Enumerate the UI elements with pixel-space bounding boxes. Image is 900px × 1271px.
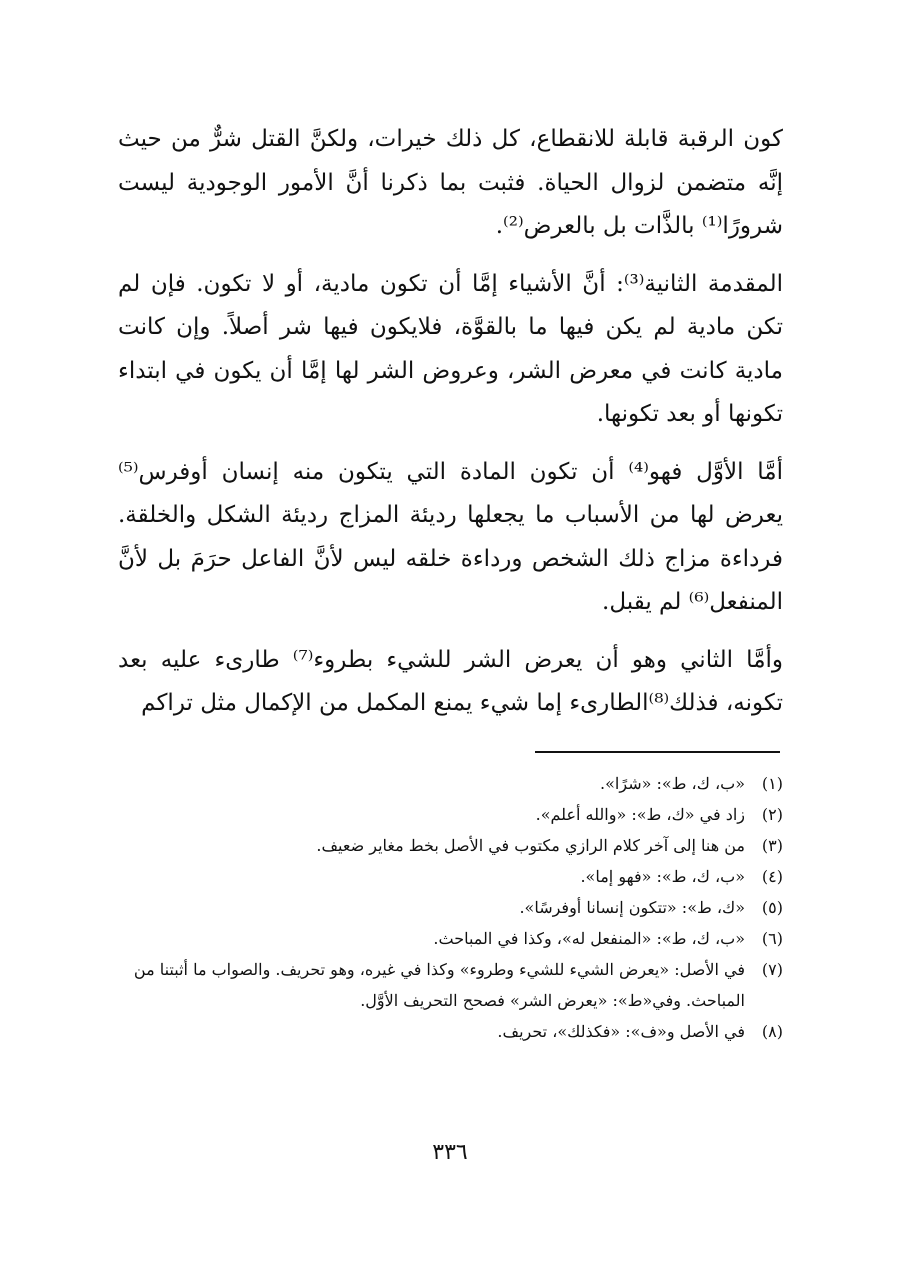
footnote-text: في الأصل: «يعرض الشيء للشيء وطروء» وكذا في غيره، وهو تحريف. والصواب ما أثبتنا من المباحث. وفي«ط»: «يعرض الشر» فصحح التحريف الأوَّل.: [133, 960, 745, 1010]
footnote-text: «ك، ط»: «تتكون إنسانا أوفرسًا».: [519, 898, 745, 917]
footnote-separator: [535, 751, 780, 753]
footnote: [118, 768, 783, 799]
footnote-number: (١): [761, 774, 783, 793]
footnote-text: «ب، ك، ط»: «المنفعل له»، وكذا في المباحث.: [433, 929, 745, 948]
footnote-text: زاد في «ك، ط»: «والله أعلم».: [535, 805, 745, 824]
page-number: ٣٣٦: [432, 1140, 468, 1165]
footnote-number: (٤): [761, 867, 783, 886]
footnote-number: (٢): [761, 805, 783, 824]
footnote-number: (٥): [761, 898, 783, 917]
footnote: [118, 954, 783, 1016]
footnote-number: (٣): [761, 836, 783, 855]
footnote: [118, 1016, 783, 1047]
footnote: [118, 861, 783, 892]
paragraph: كون الرقبة قابلة للانقطاع، كل ذلك خيرات، ولكنَّ القتل شرٌّ من حيث إنَّه متضمن لزوال الحياة. فثبت بما ذكرنا أنَّ الأمور الوجودية ليست شرورًا⁽¹⁾ بالذَّات بل بالعرض⁽²⁾.: [118, 126, 783, 239]
footnote-text: «ب، ك، ط»: «فهو إما».: [580, 867, 745, 886]
footnote-number: (٧): [761, 960, 783, 979]
footnotes: [118, 768, 783, 1047]
paragraph: وأمَّا الثاني وهو أن يعرض الشر للشيء بطروء⁽⁷⁾ طارىء عليه بعد تكونه، فذلك⁽⁸⁾الطارىء إما شيء يمنع المكمل من الإكمال مثل تراكم: [118, 646, 784, 716]
footnote-text: من هنا إلى آخر كلام الرازي مكتوب في الأصل بخط مغاير ضعيف.: [316, 836, 745, 855]
footnote: [118, 892, 783, 923]
main-text: [118, 118, 783, 726]
footnote: [118, 799, 783, 830]
footnote-number: (٨): [761, 1022, 783, 1041]
footnote: [118, 923, 783, 954]
footnote-text: في الأصل و«ف»: «فكذلك»، تحريف.: [497, 1022, 745, 1041]
footnote: [118, 830, 783, 861]
footnote-number: (٦): [761, 929, 783, 948]
footnote-text: «ب، ك، ط»: «شرًا».: [600, 774, 745, 793]
paragraph: المقدمة الثانية⁽³⁾: أنَّ الأشياء إمَّا أن تكون مادية، أو لا تكون. فإن لم تكن مادية لم يكن فيها ما بالقوَّة، فلايكون فيها شر أصلاً. وإن كانت مادية كانت في معرض الشر، وعروض الشر لها إمَّا أن يكون في ابتداء تكونها أو بعد تكونها.: [118, 270, 783, 427]
paragraph: أمَّا الأوَّل فهو⁽⁴⁾ أن تكون المادة التي يتكون منه إنسان أوفرس⁽⁵⁾ يعرض لها من الأسباب ما يجعلها رديئة المزاج رديئة الشكل والخلقة. فرداءة مزاج ذلك الشخص ورداءة خلقه ليس لأنَّ الفاعل حرَمَ بل لأنَّ المنفعل⁽⁶⁾ لم يقبل.: [118, 458, 783, 615]
